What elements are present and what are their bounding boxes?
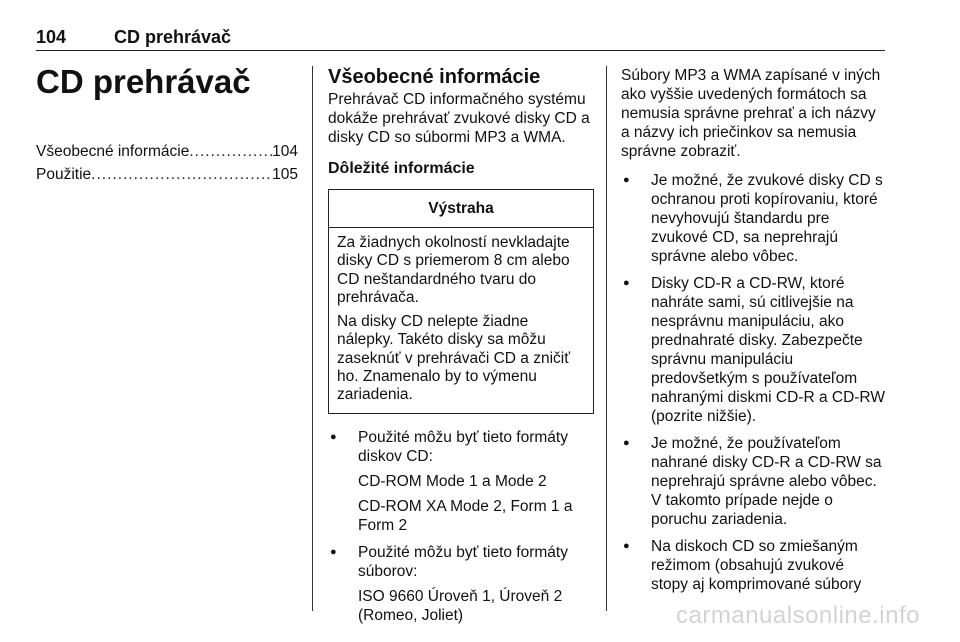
list-item: ● Je možné, že zvukové disky CD s ochranou proti kopírovaniu, ktoré nevyhovujú štandardu pre zvukové CD, sa neprehrajú správne alebo vôbec. bbox=[621, 171, 885, 266]
list-item: ● Je možné, že používateľom nahrané disky CD-R a CD-RW sa neprehrajú správne alebo vôbec. V takomto prípade nejde o poruchu zariadenia. bbox=[621, 434, 885, 529]
section-heading: Všeobecné informácie bbox=[328, 66, 541, 88]
middle-column bbox=[328, 60, 594, 633]
list-item-text: ● Použité môžu byť tieto formáty diskov CD: bbox=[358, 428, 568, 465]
header-rule bbox=[36, 50, 885, 51]
chapter-title: CD prehrávač bbox=[36, 63, 251, 100]
toc-entry-label: Použitie bbox=[36, 166, 92, 183]
running-title: CD prehrávač bbox=[114, 27, 232, 47]
warning-box bbox=[328, 189, 594, 414]
format-item: CD-ROM Mode 1 a Mode 2 bbox=[358, 472, 547, 490]
left-column bbox=[36, 60, 298, 186]
toc-entry-label: Všeobecné informácie bbox=[36, 143, 190, 160]
format-item: CD-ROM XA Mode 2, Form 1 a Form 2 bbox=[358, 497, 573, 534]
list-item-text: ● Použité môžu byť tieto formáty súborov: bbox=[358, 543, 568, 580]
column-divider bbox=[606, 66, 607, 611]
toc-leader bbox=[91, 163, 272, 186]
right-column bbox=[621, 60, 885, 602]
format-item: ISO 9660 Úroveň 1, Úroveň 2 (Romeo, Joliet) bbox=[358, 587, 563, 624]
warning-paragraph: Na disky CD nelepte žiadne nálepky. Takéto disky sa môžu zaseknúť v prehrávači CD a zničiť ho. Znamenalo by to výmenu zariadenia. bbox=[337, 313, 571, 404]
warning-paragraph: Za žiadnych okolností nevkladajte disky CD s priemerom 8 cm alebo CD neštandardného tvaru do prehrávača. bbox=[337, 234, 570, 306]
warning-body bbox=[329, 228, 593, 413]
bullet-list bbox=[621, 171, 885, 594]
intro-paragraph: Prehrávač CD informačného systému dokáže prehrávať zvukové disky CD a disky CD so súbormi MP3 a WMA. bbox=[328, 91, 590, 146]
list-item: ● Na diskoch CD so zmiešaným režimom (obsahujú zvukové stopy aj komprimované súbory bbox=[621, 537, 885, 594]
list-item bbox=[328, 428, 594, 535]
list-item: ● Disky CD-R a CD-RW, ktoré nahráte sami, sú citlivejšie na nesprávnu manipuláciu, ako prednahraté disky. Zabezpečte správnu manipuláciu predovšetkým s používateľom nahranými diskmi CD-R a CD-RW (pozrite nižšie). bbox=[621, 274, 885, 426]
watermark: carmanualsonline.info bbox=[676, 602, 920, 629]
page-number: 104 bbox=[36, 27, 67, 47]
toc-entry-page: 104 bbox=[272, 143, 298, 160]
list-item bbox=[328, 543, 594, 625]
column-divider bbox=[312, 66, 313, 611]
toc-entry[interactable] bbox=[36, 140, 298, 163]
subsection-heading: Dôležité informácie bbox=[328, 160, 475, 177]
toc-entry-page: 105 bbox=[272, 166, 298, 183]
toc-leader bbox=[189, 140, 272, 163]
bullet-list bbox=[328, 428, 594, 625]
page-header bbox=[36, 27, 885, 51]
toc-entry[interactable] bbox=[36, 163, 298, 186]
continued-paragraph: Súbory MP3 a WMA zapísané v iných ako vyššie uvedených formátoch sa nemusia správne prehrať a ich názvy a názvy ich priečinkov sa nemusia správne zobraziť. bbox=[621, 67, 881, 160]
table-of-contents bbox=[36, 140, 298, 186]
warning-title: Výstraha bbox=[329, 190, 593, 228]
